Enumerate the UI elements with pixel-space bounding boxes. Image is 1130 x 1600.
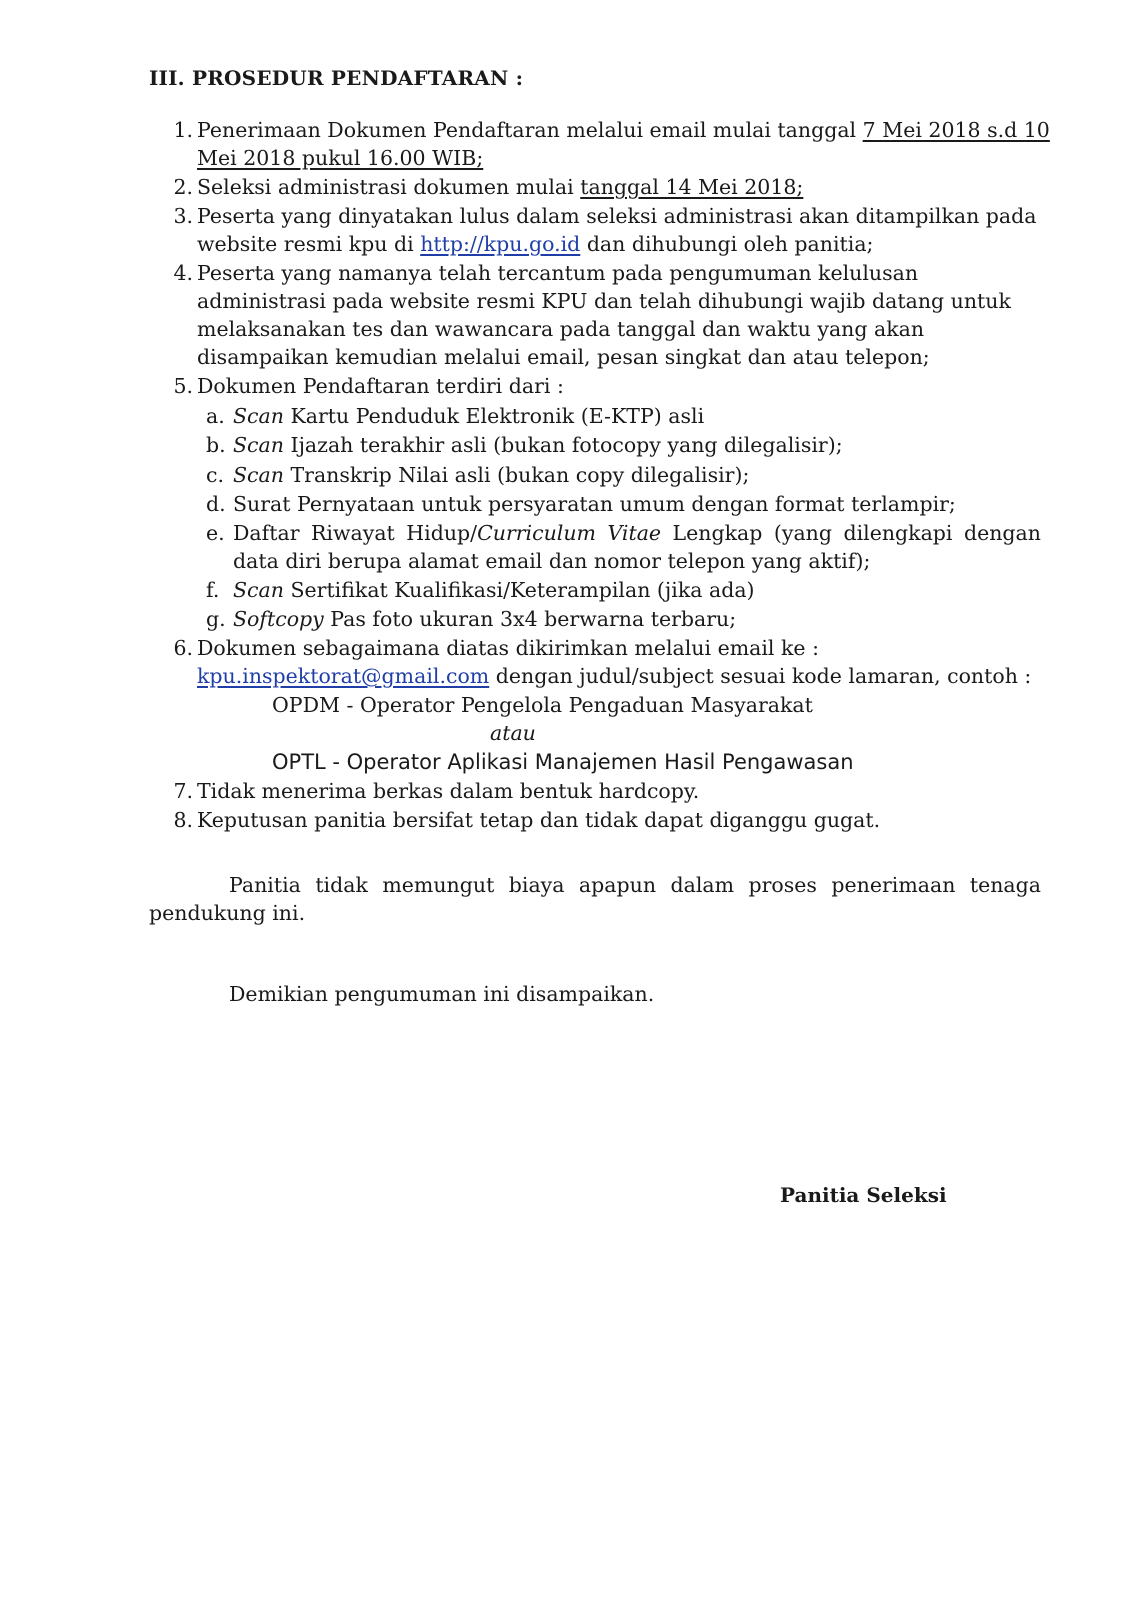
item-number: 2. [173, 175, 193, 199]
item-number: 7. [173, 779, 193, 803]
sub-item-letter: b. [206, 433, 226, 457]
item-8-line: Keputusan panitia bersifat tetap dan tidak dapat diganggu gugat. [197, 808, 881, 832]
sub-item-d: Surat Pernyataan untuk persyaratan umum dengan format terlampir; [233, 492, 956, 516]
sub-item-f: Scan Sertifikat Kualifikasi/Keterampilan (jika ada) [233, 578, 755, 602]
kpu-website-link[interactable]: http://kpu.go.id [420, 232, 581, 256]
sub-item-a: Scan Kartu Penduduk Elektronik (E-KTP) asli [233, 404, 705, 428]
sub-item-letter: c. [206, 463, 224, 487]
closing-paragraph: Demikian pengumuman ini disampaikan. [229, 982, 655, 1006]
sub-item-g: Softcopy Pas foto ukuran 3x4 berwarna terbaru; [233, 607, 737, 631]
sub-item-letter: d. [206, 492, 226, 516]
item-number: 3. [173, 204, 193, 228]
sub-item-letter: f. [206, 578, 220, 602]
item-6-line-2: kpu.inspektorat@gmail.com dengan judul/subject sesuai kode lamaran, contoh : [197, 664, 1032, 688]
code-example-1: OPDM - Operator Pengelola Pengaduan Masyarakat [272, 693, 813, 717]
item-3-line-1: Peserta yang dinyatakan lulus dalam seleksi administrasi akan ditampilkan pada [197, 204, 1037, 228]
sub-item-e-line-1: Daftar Riwayat Hidup/Curriculum Vitae Lengkap (yang dilengkapi dengan [233, 521, 1041, 545]
email-link[interactable]: kpu.inspektorat@gmail.com [197, 664, 490, 688]
sub-item-c: Scan Transkrip Nilai asli (bukan copy dilegalisir); [233, 463, 750, 487]
item-number: 5. [173, 374, 193, 398]
signature: Panitia Seleksi [780, 1183, 947, 1207]
item-1-line-2: Mei 2018 pukul 16.00 WIB; [197, 146, 484, 170]
paragraph-fee-line-2: pendukung ini. [149, 901, 306, 925]
item-5-line: Dokumen Pendaftaran terdiri dari : [197, 374, 564, 398]
item-7-line: Tidak menerima berkas dalam bentuk hardcopy. [197, 779, 700, 803]
item-2-line: Seleksi administrasi dokumen mulai tanggal 14 Mei 2018; [197, 175, 804, 199]
section-heading: III. PROSEDUR PENDAFTARAN : [149, 66, 524, 90]
item-number: 4. [173, 261, 193, 285]
sub-item-b: Scan Ijazah terakhir asli (bukan fotocopy yang dilegalisir); [233, 433, 843, 457]
item-4-line-1: Peserta yang namanya telah tercantum pada pengumuman kelulusan [197, 261, 919, 285]
item-number: 8. [173, 808, 193, 832]
item-4-line-4: disampaikan kemudian melalui email, pesan singkat dan atau telepon; [197, 345, 930, 369]
or-separator: atau [490, 721, 536, 745]
item-number: 6. [173, 636, 193, 660]
paragraph-fee-line-1: Panitia tidak memungut biaya apapun dalam proses penerimaan tenaga [229, 873, 1041, 897]
sub-item-letter: g. [206, 607, 226, 631]
sub-item-e-line-2: data diri berupa alamat email dan nomor telepon yang aktif); [233, 549, 871, 573]
item-6-line-1: Dokumen sebagaimana diatas dikirimkan melalui email ke : [197, 636, 819, 660]
code-example-2: OPTL - Operator Aplikasi Manajemen Hasil Pengawasan [272, 750, 854, 774]
item-1-line-1: Penerimaan Dokumen Pendaftaran melalui email mulai tanggal 7 Mei 2018 s.d 10 [197, 118, 1050, 142]
item-3-line-2: website resmi kpu di http://kpu.go.id dan dihubungi oleh panitia; [197, 232, 874, 256]
sub-item-letter: e. [206, 521, 225, 545]
item-4-line-3: melaksanakan tes dan wawancara pada tanggal dan waktu yang akan [197, 317, 925, 341]
sub-item-letter: a. [206, 404, 225, 428]
item-4-line-2: administrasi pada website resmi KPU dan telah dihubungi wajib datang untuk [197, 289, 1011, 313]
item-number: 1. [173, 118, 193, 142]
